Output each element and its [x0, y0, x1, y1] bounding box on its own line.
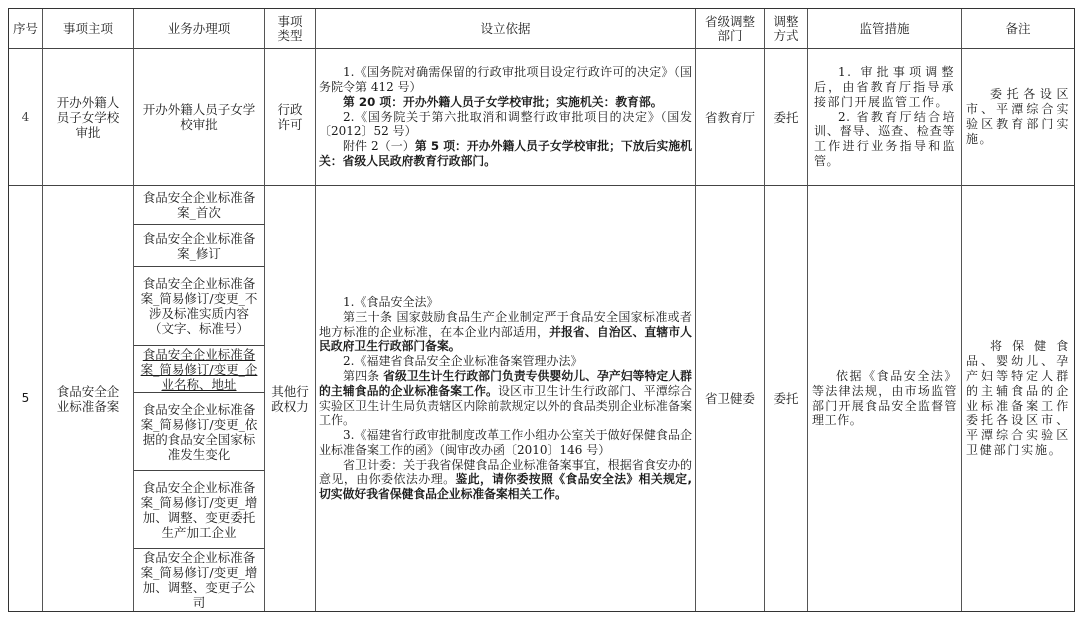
row5-item-type: 其他行政权力: [265, 186, 316, 611]
row4-dept: 省教育厅: [696, 49, 765, 186]
row5-seq: 5: [9, 186, 43, 611]
row5-business-item-4: 食品安全企业标准备案_简易修订/变更_企业名称、地址: [134, 346, 265, 393]
row5-remarks: 将保健食品、婴幼儿、孕产妇等特定人群的主辅食品的企业标准备案工作委托各设区市、平潭综合实验区卫健部门实施。: [966, 339, 1070, 457]
row4-basis-p4-normal: 附件 2（一）: [343, 139, 415, 154]
row4-method: 委托: [765, 49, 808, 186]
row5-business-item-5: 食品安全企业标准备案_简易修订/变更_依据的食品安全国家标准发生变化: [134, 393, 265, 471]
regulatory-table: [8, 8, 1075, 612]
row5-business-item-2: 食品安全企业标准备案_修订: [134, 225, 265, 267]
header-main-item: 事项主项: [43, 9, 134, 49]
row4-supervision-p2: 2. 省教育厅结合培训、督导、巡查、检查等工作进行业务指导和监管。: [814, 109, 955, 168]
row4-item-type: 行政许可: [265, 49, 316, 186]
header-item-type: 事项类型: [265, 9, 316, 49]
row5-supervision: 依据《食品安全法》等法律法规，由市场监管部门开展食品安全监督管理工作。: [808, 186, 962, 611]
row5-business-item-3: 食品安全企业标准备案_简易修订/变更_不涉及标准实质内容（文字、标准号）: [134, 267, 265, 346]
row5-basis-p3: 2.《福建省食品安全企业标准备案管理办法》: [343, 354, 583, 369]
header-basis: 设立依据: [316, 9, 696, 49]
row5-business-item-1: 食品安全企业标准备案_首次: [134, 186, 265, 225]
header-supervision: 监管措施: [808, 9, 962, 49]
row4-basis-p4-bold: 第 5 项：开办外籍人员子女学校审批；下放后实施机关：省级人民政府教育行政部门。: [319, 139, 692, 168]
row4-basis-p2: 第 20 项：开办外籍人员子女学校审批；实施机关：教育部。: [343, 94, 663, 109]
header-method: 调整方式: [765, 9, 808, 49]
row4-supervision: [808, 49, 962, 186]
row5-business-item-6: 食品安全企业标准备案_简易修订/变更_增加、调整、变更委托生产加工企业: [134, 471, 265, 549]
row4-main-item: 开办外籍人员子女学校审批: [43, 49, 134, 186]
row4-seq: 4: [9, 49, 43, 186]
row4-supervision-p1: 1. 审批事项调整后，由省教育厅指导承接部门开展监管工作。: [814, 65, 955, 109]
row5-dept: 省卫健委: [696, 186, 765, 611]
row4-business-item: 开办外籍人员子女学校审批: [134, 49, 265, 186]
row4-basis: [316, 49, 696, 186]
row5-basis-p5: 3.《福建省行政审批制度改革工作小组办公室关于做好保健食品企业标准备案工作的函》（闽审改办函〔2010〕146 号）: [319, 428, 692, 457]
row5-basis: 1.《食品安全法》 第三十条 国家鼓励食品生产企业制定严于食品安全国家标准或者地方标准的企业标准，在本企业内部适用，并报省、自治区、直辖市人民政府卫生行政部门备案。 2.《福建省食品安全企业标准备案管理办法》 第四条 省级卫生计生行政部门负责专供婴幼儿、孕产妇等特定人群的主辅食品的企业标准备案工作。设区市卫生计生行政部门、平潭综合实验区卫生计生局负责辖区内除前款规定以外的食品类别企业标准备案工作。 3.《福建省行政审批制度改革工作小组办公室关于做好保健食品企业标准备案工作的函》（闽审改办函〔2010〕146 号） 省卫计委：关于我省保健食品企业标准备案事宜，根据省食安办的意见，由你委依法办理。鉴此，请你委按照《食品安全法》相关规定, 切实做好我省保健食品企业标准备案相关工作。: [316, 186, 696, 611]
row5-basis-p1: 1.《食品安全法》: [343, 294, 439, 309]
row4-remarks: 委托各设区市、平潭综合实验区教育部门实施。: [962, 49, 1074, 186]
row5-method: 委托: [765, 186, 808, 611]
row4-basis-p3: 2.《国务院关于第六批取消和调整行政审批项目的决定》（国发〔2012〕52 号）: [319, 109, 692, 139]
header-business-item: 业务办理项: [134, 9, 265, 49]
header-remarks: 备注: [962, 9, 1074, 49]
header-seq: 序号: [9, 9, 43, 49]
header-dept: 省级调整部门: [696, 9, 765, 49]
row5-main-item: 食品安全企业标准备案: [43, 186, 134, 611]
row4-basis-p1: 1.《国务院对确需保留的行政审批项目设定行政许可的决定》（国务院令第 412 号）: [319, 65, 692, 94]
row5-business-item-7: 食品安全企业标准备案_简易修订/变更_增加、调整、变更子公司: [134, 549, 265, 611]
